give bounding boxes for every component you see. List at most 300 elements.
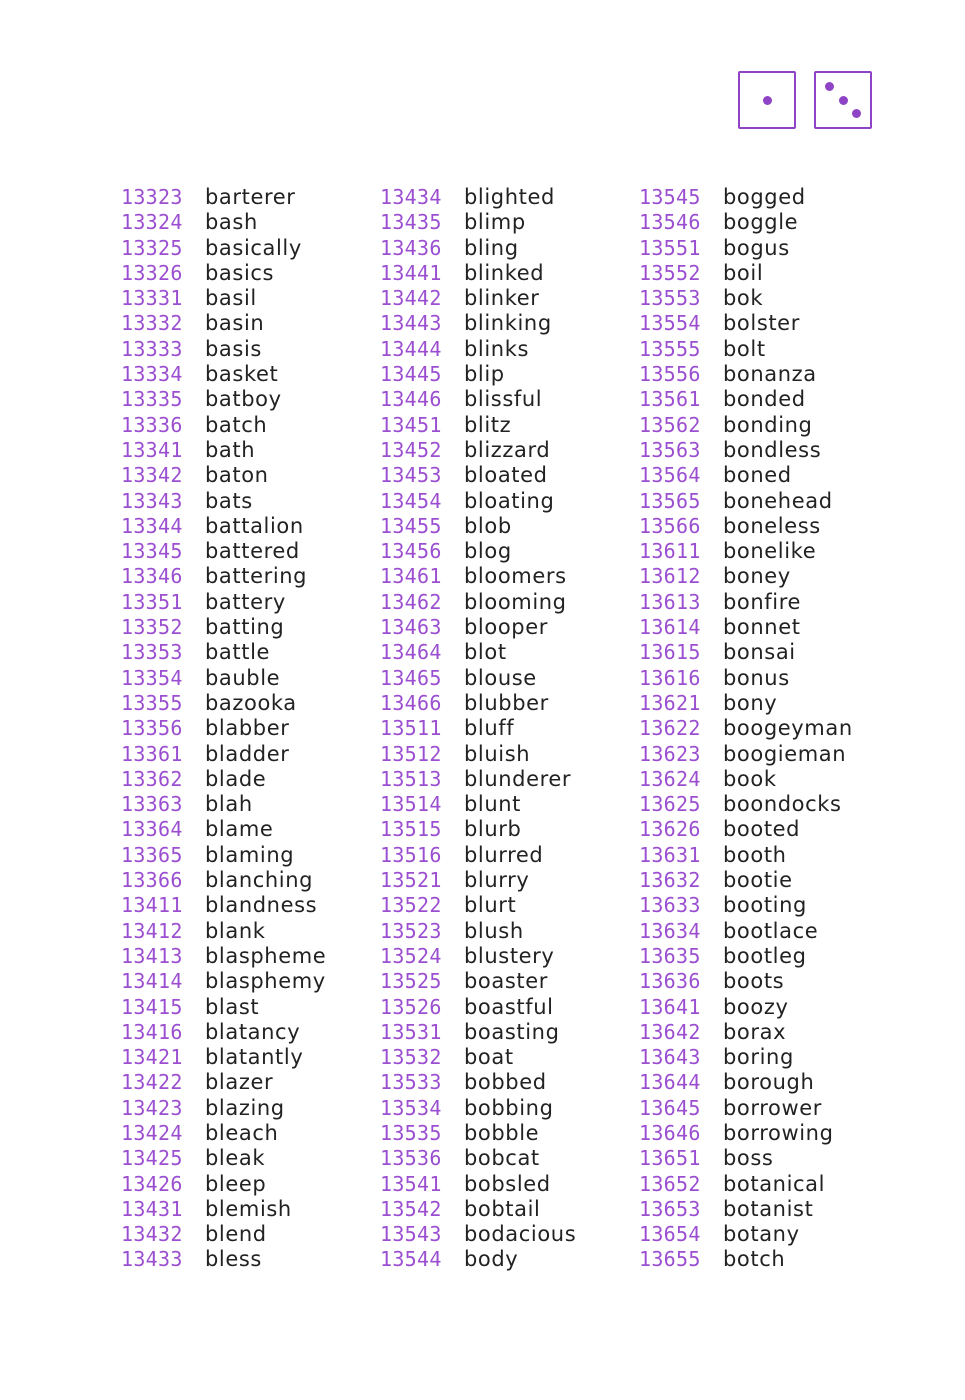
list-item: [121, 1121, 380, 1146]
dice-number: 13462: [380, 589, 442, 614]
word: botanist: [723, 1196, 814, 1221]
word: bondless: [723, 437, 822, 462]
dice-number: 13515: [380, 817, 442, 842]
dice-number: 13634: [639, 918, 701, 943]
dice-number: 13614: [639, 615, 701, 640]
word: boogieman: [723, 741, 847, 766]
word: blazing: [205, 1095, 285, 1120]
dice-number: 13615: [639, 640, 701, 665]
word: bonnet: [723, 615, 801, 640]
list-item: [380, 590, 639, 615]
dice-number: 13526: [380, 994, 442, 1019]
word: basics: [205, 260, 275, 285]
dice-number: 13554: [639, 311, 701, 336]
list-item: [121, 666, 380, 691]
list-item: [121, 286, 380, 311]
dice-number: 13435: [380, 210, 442, 235]
dice-number: 13443: [380, 311, 442, 336]
list-item: [121, 944, 380, 969]
dice-number: 13433: [121, 1247, 183, 1272]
list-item: [380, 1247, 639, 1272]
dice-number: 13541: [380, 1171, 442, 1196]
list-item: [380, 1222, 639, 1247]
list-item: [639, 261, 898, 286]
list-item: [639, 362, 898, 387]
word: baton: [205, 463, 269, 488]
list-item: [380, 1096, 639, 1121]
word: bonanza: [723, 362, 817, 387]
list-item: [639, 413, 898, 438]
list-item: [639, 236, 898, 261]
word: blandness: [205, 893, 318, 918]
word: blend: [205, 1222, 267, 1247]
list-item: [121, 463, 380, 488]
list-item: [639, 590, 898, 615]
dice-number: 13356: [121, 716, 183, 741]
word: bats: [205, 488, 253, 513]
dice-number: 13335: [121, 387, 183, 412]
dice-number: 13632: [639, 868, 701, 893]
dice-number: 13434: [380, 185, 442, 209]
dice-number: 13334: [121, 362, 183, 387]
word: bootie: [723, 868, 793, 893]
word: boneless: [723, 513, 821, 538]
list-item: [121, 615, 380, 640]
list-item: [639, 1247, 898, 1272]
list-item: [380, 1197, 639, 1222]
list-item: [121, 1070, 380, 1095]
word: blaming: [205, 842, 295, 867]
list-item: [639, 817, 898, 842]
list-item: [639, 1222, 898, 1247]
dice-number: 13535: [380, 1120, 442, 1145]
list-item: [121, 843, 380, 868]
dice-number: 13344: [121, 513, 183, 538]
dice-header: [738, 71, 872, 129]
word: blinking: [464, 311, 552, 336]
word: botanical: [723, 1171, 826, 1196]
word: boastful: [464, 994, 554, 1019]
word: blob: [464, 513, 512, 538]
list-item: [639, 969, 898, 994]
dice-number: 13516: [380, 842, 442, 867]
word: blinker: [464, 286, 540, 311]
dice-number: 13521: [380, 868, 442, 893]
dice-number: 13346: [121, 564, 183, 589]
dice-number: 13336: [121, 412, 183, 437]
list-item: [380, 387, 639, 412]
dice-number: 13436: [380, 235, 442, 260]
dice-number: 13543: [380, 1222, 442, 1247]
word: bobtail: [464, 1196, 541, 1221]
word: boasting: [464, 1019, 560, 1044]
list-item: [380, 995, 639, 1020]
dice-number: 13556: [639, 362, 701, 387]
dice-number: 13366: [121, 868, 183, 893]
list-item: [380, 868, 639, 893]
word: blunderer: [464, 766, 572, 791]
list-item: [121, 489, 380, 514]
word: borax: [723, 1019, 787, 1044]
word: basil: [205, 286, 257, 311]
list-item: [639, 185, 898, 210]
list-item: [639, 615, 898, 640]
list-item: [121, 995, 380, 1020]
word: boat: [464, 1045, 514, 1070]
list-item: [121, 413, 380, 438]
word: blimp: [464, 210, 526, 235]
dice-number: 13363: [121, 792, 183, 817]
word: blast: [205, 994, 260, 1019]
list-item: [121, 1020, 380, 1045]
dice-number: 13531: [380, 1019, 442, 1044]
list-item: [380, 640, 639, 665]
word: blame: [205, 817, 274, 842]
list-item: [121, 1146, 380, 1171]
word: blanching: [205, 868, 314, 893]
list-item: [121, 716, 380, 741]
list-item: [639, 691, 898, 716]
word: boil: [723, 260, 764, 285]
word: bleach: [205, 1120, 279, 1145]
dice-number: 13546: [639, 210, 701, 235]
word: borrower: [723, 1095, 822, 1120]
word: bobcat: [464, 1146, 540, 1171]
list-item: [380, 1121, 639, 1146]
list-item: [380, 615, 639, 640]
word: body: [464, 1247, 519, 1272]
list-item: [380, 1172, 639, 1197]
dice-number: 13424: [121, 1120, 183, 1145]
word: bobsled: [464, 1171, 551, 1196]
dice-number: 13461: [380, 564, 442, 589]
list-item: [639, 767, 898, 792]
word: blaspheme: [205, 943, 327, 968]
word: blurt: [464, 893, 517, 918]
word: borough: [723, 1070, 815, 1095]
dice-number: 13464: [380, 640, 442, 665]
dice-number: 13655: [639, 1247, 701, 1272]
word: boogeyman: [723, 716, 853, 741]
word: bootlace: [723, 918, 819, 943]
list-item: [639, 792, 898, 817]
word: bonding: [723, 412, 813, 437]
list-item: [639, 1020, 898, 1045]
dice-number: 13624: [639, 766, 701, 791]
word: blinks: [464, 336, 530, 361]
dice-number: 13446: [380, 387, 442, 412]
list-item: [639, 742, 898, 767]
list-item: [121, 311, 380, 336]
dice-number: 13423: [121, 1095, 183, 1120]
list-item: [639, 944, 898, 969]
word: bolt: [723, 336, 766, 361]
dice-number: 13456: [380, 539, 442, 564]
dice-number: 13411: [121, 893, 183, 918]
word: basis: [205, 336, 262, 361]
list-item: [639, 868, 898, 893]
list-item: [380, 210, 639, 235]
list-item: [380, 564, 639, 589]
list-item: [380, 1045, 639, 1070]
die-face-three-icon: [814, 71, 872, 129]
list-item: [380, 185, 639, 210]
dice-number: 13542: [380, 1196, 442, 1221]
dice-number: 13642: [639, 1019, 701, 1044]
list-item: [380, 413, 639, 438]
word: blitz: [464, 412, 512, 437]
word: boots: [723, 969, 785, 994]
dice-number: 13631: [639, 842, 701, 867]
word: blip: [464, 362, 505, 387]
word: bluff: [464, 716, 515, 741]
word: bloated: [464, 463, 548, 488]
word: blabber: [205, 716, 290, 741]
list-item: [380, 817, 639, 842]
dice-number: 13345: [121, 539, 183, 564]
list-item: [121, 919, 380, 944]
word: bonelike: [723, 539, 817, 564]
dice-number: 13361: [121, 741, 183, 766]
word: bleak: [205, 1146, 266, 1171]
dice-number: 13425: [121, 1146, 183, 1171]
dice-number: 13326: [121, 260, 183, 285]
dice-number: 13635: [639, 943, 701, 968]
dice-number: 13561: [639, 387, 701, 412]
dice-number: 13545: [639, 185, 701, 209]
list-item: [380, 969, 639, 994]
dice-number: 13453: [380, 463, 442, 488]
list-item: [380, 1146, 639, 1171]
word: bling: [464, 235, 519, 260]
dice-number: 13466: [380, 690, 442, 715]
list-item: [380, 539, 639, 564]
dice-number: 13354: [121, 665, 183, 690]
dice-number: 13623: [639, 741, 701, 766]
word: blazer: [205, 1070, 274, 1095]
list-item: [639, 893, 898, 918]
word: blubber: [464, 690, 549, 715]
list-item: [380, 489, 639, 514]
word: battalion: [205, 513, 304, 538]
list-item: [121, 210, 380, 235]
dice-number: 13413: [121, 943, 183, 968]
list-item: [639, 1197, 898, 1222]
list-item: [639, 311, 898, 336]
dice-number: 13355: [121, 690, 183, 715]
dice-number: 13431: [121, 1196, 183, 1221]
list-item: [380, 261, 639, 286]
word: bonehead: [723, 488, 833, 513]
word: blizzard: [464, 437, 551, 462]
word: bony: [723, 690, 778, 715]
dice-number: 13522: [380, 893, 442, 918]
dice-number: 13365: [121, 842, 183, 867]
word: boney: [723, 564, 791, 589]
list-item: [380, 236, 639, 261]
dice-number: 13555: [639, 336, 701, 361]
dice-number: 13633: [639, 893, 701, 918]
list-item: [121, 261, 380, 286]
list-item: [380, 919, 639, 944]
pip: [763, 96, 772, 105]
dice-number: 13451: [380, 412, 442, 437]
word: blush: [464, 918, 524, 943]
list-item: [639, 387, 898, 412]
word: bootleg: [723, 943, 807, 968]
list-item: [121, 792, 380, 817]
word: bauble: [205, 665, 281, 690]
list-item: [639, 995, 898, 1020]
dice-number: 13421: [121, 1045, 183, 1070]
list-item: [121, 817, 380, 842]
list-item: [121, 362, 380, 387]
dice-number: 13352: [121, 615, 183, 640]
list-item: [380, 666, 639, 691]
dice-number: 13364: [121, 817, 183, 842]
dice-number: 13341: [121, 437, 183, 462]
dice-number: 13463: [380, 615, 442, 640]
word: bonded: [723, 387, 806, 412]
dice-number: 13562: [639, 412, 701, 437]
dice-number: 13616: [639, 665, 701, 690]
word: booting: [723, 893, 807, 918]
dice-number: 13362: [121, 766, 183, 791]
dice-number: 13565: [639, 488, 701, 513]
dice-number: 13416: [121, 1019, 183, 1044]
list-item: [380, 742, 639, 767]
word: boozy: [723, 994, 789, 1019]
dice-number: 13523: [380, 918, 442, 943]
list-item: [121, 1045, 380, 1070]
word: bonus: [723, 665, 790, 690]
dice-number: 13552: [639, 260, 701, 285]
pip: [852, 109, 861, 118]
dice-number: 13551: [639, 235, 701, 260]
dice-number: 13454: [380, 488, 442, 513]
list-item: [639, 463, 898, 488]
word: bath: [205, 437, 256, 462]
list-item: [639, 210, 898, 235]
list-item: [639, 919, 898, 944]
list-item: [380, 337, 639, 362]
dice-number: 13612: [639, 564, 701, 589]
list-item: [121, 564, 380, 589]
word: bladder: [205, 741, 290, 766]
dice-number: 13514: [380, 792, 442, 817]
word: blustery: [464, 943, 555, 968]
pip: [825, 82, 834, 91]
word: bobbed: [464, 1070, 547, 1095]
dice-number: 13544: [380, 1247, 442, 1272]
dice-number: 13342: [121, 463, 183, 488]
word: boss: [723, 1146, 774, 1171]
dice-number: 13331: [121, 286, 183, 311]
list-item: [639, 1070, 898, 1095]
word: batting: [205, 615, 285, 640]
dice-number: 13644: [639, 1070, 701, 1095]
list-item: [639, 1096, 898, 1121]
list-item: [380, 691, 639, 716]
list-item: [380, 514, 639, 539]
list-item: [121, 236, 380, 261]
dice-number: 13653: [639, 1196, 701, 1221]
dice-number: 13412: [121, 918, 183, 943]
list-item: [380, 893, 639, 918]
word: bogged: [723, 185, 806, 209]
dice-number: 13353: [121, 640, 183, 665]
word: blurb: [464, 817, 522, 842]
word: blah: [205, 792, 253, 817]
list-item: [121, 1247, 380, 1272]
dice-number: 13524: [380, 943, 442, 968]
dice-number: 13324: [121, 210, 183, 235]
dice-number: 13455: [380, 513, 442, 538]
word: botany: [723, 1222, 800, 1247]
dice-number: 13441: [380, 260, 442, 285]
list-item: [639, 1045, 898, 1070]
die-face-one-icon: [738, 71, 796, 129]
dice-number: 13643: [639, 1045, 701, 1070]
list-item: [639, 1172, 898, 1197]
dice-number: 13426: [121, 1171, 183, 1196]
word: blinked: [464, 260, 545, 285]
word: bogus: [723, 235, 790, 260]
list-item: [639, 539, 898, 564]
dice-number: 13611: [639, 539, 701, 564]
word: basket: [205, 362, 279, 387]
list-item: [380, 843, 639, 868]
dice-number: 13563: [639, 437, 701, 462]
dice-number: 13533: [380, 1070, 442, 1095]
dice-number: 13513: [380, 766, 442, 791]
dice-number: 13332: [121, 311, 183, 336]
word: bloomers: [464, 564, 567, 589]
list-item: [639, 514, 898, 539]
dice-number: 13553: [639, 286, 701, 311]
list-item: [121, 185, 380, 210]
word: blog: [464, 539, 512, 564]
list-item: [639, 438, 898, 463]
list-item: [639, 666, 898, 691]
list-item: [121, 1222, 380, 1247]
word: blank: [205, 918, 266, 943]
word: bobbing: [464, 1095, 554, 1120]
dice-number: 13641: [639, 994, 701, 1019]
word: borrowing: [723, 1120, 834, 1145]
word-column-2: [380, 185, 639, 1273]
word: bloating: [464, 488, 555, 513]
word: basically: [205, 235, 302, 260]
dice-number: 13525: [380, 969, 442, 994]
dice-number: 13325: [121, 235, 183, 260]
dice-number: 13536: [380, 1146, 442, 1171]
word: blooming: [464, 589, 567, 614]
word: blighted: [464, 185, 555, 209]
word: bluish: [464, 741, 531, 766]
word: battery: [205, 589, 286, 614]
dice-number: 13625: [639, 792, 701, 817]
list-item: [380, 716, 639, 741]
list-item: [639, 1121, 898, 1146]
word: blatantly: [205, 1045, 304, 1070]
word: batch: [205, 412, 268, 437]
word: battered: [205, 539, 300, 564]
list-item: [639, 716, 898, 741]
list-item: [121, 893, 380, 918]
list-item: [639, 286, 898, 311]
dice-number: 13444: [380, 336, 442, 361]
